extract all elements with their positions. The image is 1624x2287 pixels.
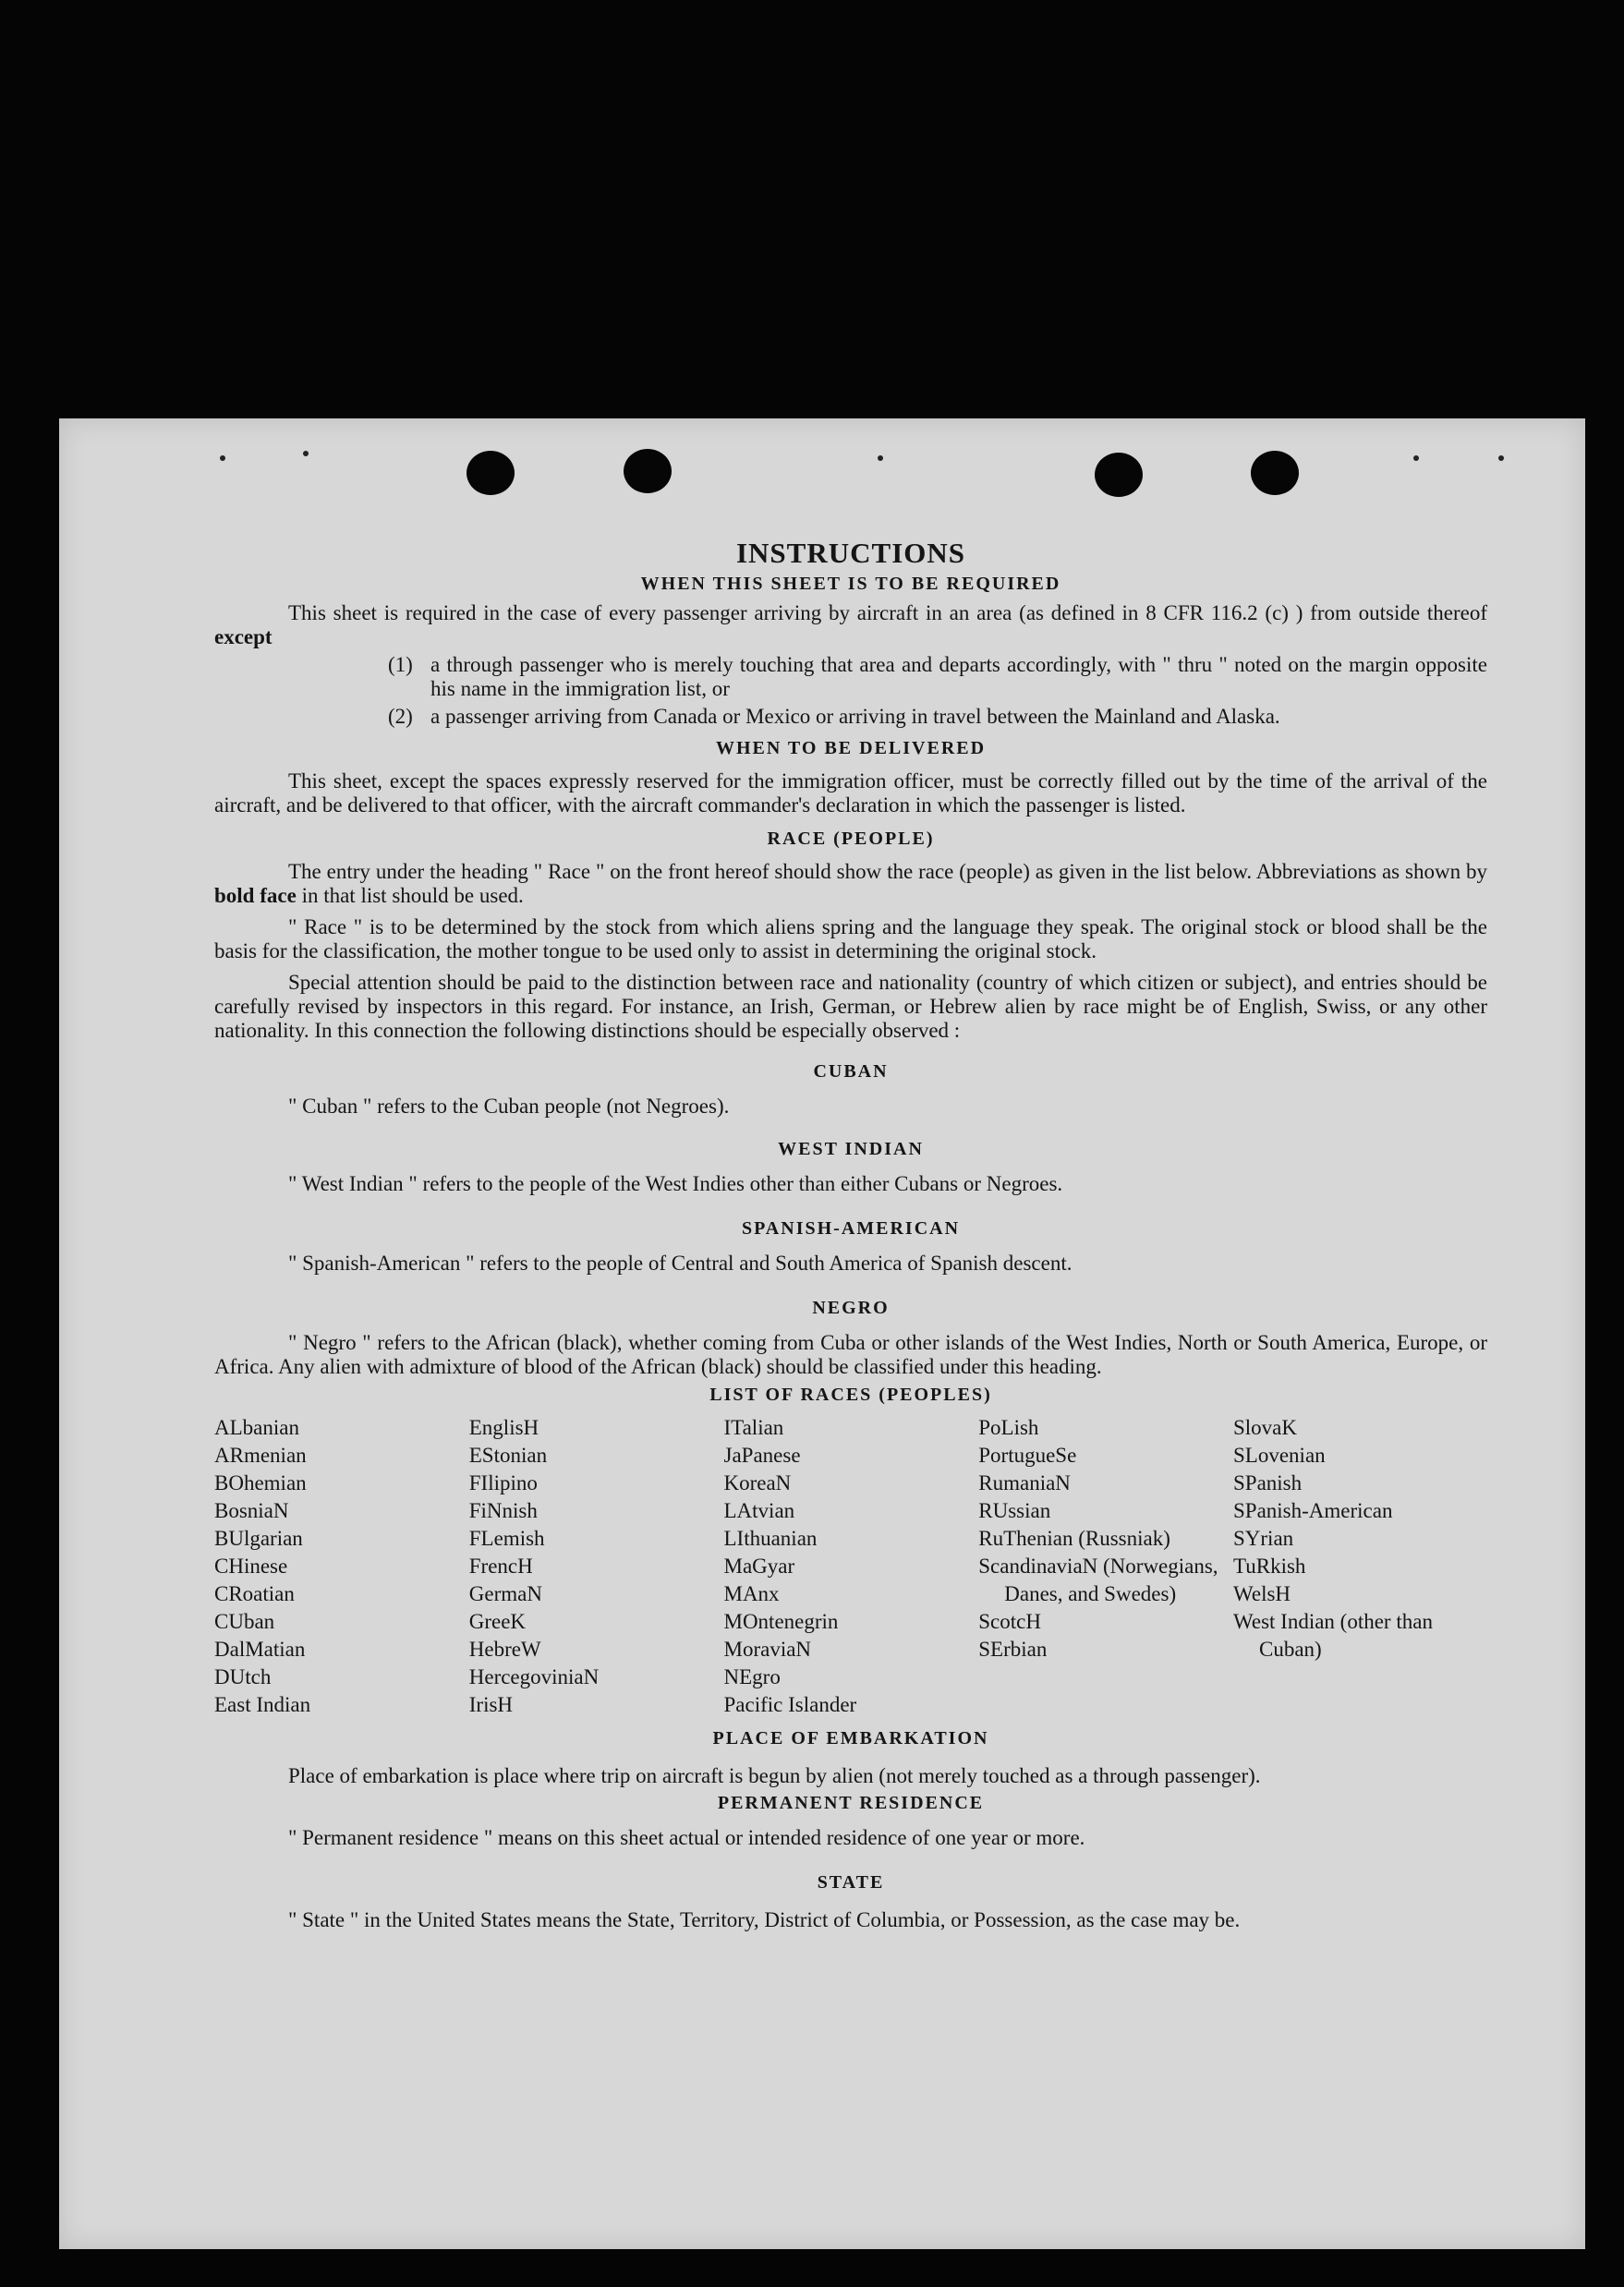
section-heading: WEST INDIAN bbox=[778, 1139, 924, 1159]
speck bbox=[1498, 455, 1504, 461]
races-column bbox=[724, 1414, 978, 1719]
item-text: a passenger arriving from Canada or Mexico or arriving in travel between the Mainland and Alaska. bbox=[430, 705, 1280, 728]
section-heading: PLACE OF EMBARKATION bbox=[712, 1728, 989, 1749]
section-heading: PERMANENT RESIDENCE bbox=[717, 1793, 985, 1813]
race-item: SlovaK bbox=[1233, 1416, 1297, 1439]
race-item: KoreaN bbox=[723, 1471, 792, 1494]
paragraph: This sheet, except the spaces expressly reserved for the immigration officer, must be correctly filled out by the time of the arrival of the aircraft, and be delivered to that officer, with the aircraft commander's declaration in which the passenger is listed. bbox=[214, 769, 1487, 817]
punch-hole bbox=[467, 451, 515, 495]
speck bbox=[878, 455, 883, 461]
race-item: RuThenian (Russniak) bbox=[978, 1527, 1170, 1550]
race-item: ALbanian bbox=[214, 1416, 299, 1439]
paragraph: " West Indian " refers to the people of the West Indies other than either Cubans or Negroes. bbox=[288, 1172, 1063, 1195]
race-item: MaGyar bbox=[723, 1555, 795, 1578]
race-item: SYrian bbox=[1233, 1527, 1294, 1550]
race-item: BosniaN bbox=[214, 1499, 289, 1522]
race-item: FrencH bbox=[468, 1555, 533, 1578]
paragraph: " Negro " refers to the African (black), whether coming from Cuba or other islands of the West Indies, North or South America, Europe, or Africa. Any alien with admixture of blood of the African (black) should be classified under this heading. bbox=[214, 1331, 1487, 1378]
race-item: MoraviaN bbox=[723, 1638, 812, 1661]
section-heading: STATE bbox=[817, 1872, 885, 1893]
punch-hole bbox=[1095, 453, 1143, 497]
races-column bbox=[469, 1414, 723, 1719]
race-item: ITalian bbox=[723, 1416, 784, 1439]
race-item: CUban bbox=[214, 1610, 275, 1633]
race-item: ScotcH bbox=[978, 1610, 1041, 1633]
race-item: FIlipino bbox=[468, 1471, 538, 1494]
paragraph: " State " in the United States means the State, Territory, District of Columbia, or Possession, as the case may be. bbox=[288, 1908, 1241, 1931]
page-title: INSTRUCTIONS bbox=[735, 537, 965, 569]
race-item: HebreW bbox=[468, 1638, 541, 1661]
race-item: BUlgarian bbox=[214, 1527, 303, 1550]
paragraph: " Permanent residence " means on this sheet actual or intended residence of one year or more. bbox=[288, 1826, 1085, 1849]
document-sheet bbox=[59, 418, 1585, 2249]
paragraph: " Spanish-American " refers to the people of Central and South America of Spanish descent. bbox=[288, 1252, 1073, 1275]
paragraph bbox=[214, 860, 1487, 908]
race-item: FLemish bbox=[468, 1527, 545, 1550]
speck bbox=[303, 451, 309, 456]
race-item: LIthuanian bbox=[723, 1527, 818, 1550]
section-heading: NEGRO bbox=[812, 1298, 890, 1318]
list-item bbox=[214, 653, 1487, 701]
races-column bbox=[1233, 1414, 1487, 1719]
speck bbox=[220, 455, 225, 461]
race-item: GreeK bbox=[468, 1610, 527, 1633]
races-heading: LIST OF RACES (PEOPLES) bbox=[709, 1385, 992, 1405]
race-item: EStonian bbox=[468, 1444, 548, 1467]
race-item: SPanish-American bbox=[1233, 1499, 1393, 1522]
section-heading: SPANISH-AMERICAN bbox=[741, 1218, 961, 1239]
race-item: LAtvian bbox=[723, 1499, 795, 1522]
section-heading: WHEN TO BE DELIVERED bbox=[715, 738, 987, 758]
paragraph-text: in that list should be used. bbox=[301, 884, 524, 907]
item-number: (1) bbox=[388, 653, 413, 676]
race-item: ARmenian bbox=[214, 1444, 307, 1467]
paragraph bbox=[214, 601, 1487, 649]
race-item: FiNnish bbox=[468, 1499, 538, 1522]
item-number: (2) bbox=[388, 705, 413, 728]
paragraph: Place of embarkation is place where trip on aircraft is begun by alien (not merely touched as a through passenger). bbox=[288, 1764, 1261, 1787]
item-text: a through passenger who is merely touching that area and departs accordingly, with " thru " noted on the margin opposite his name in the immigration list, or bbox=[430, 653, 1487, 700]
race-item: MOntenegrin bbox=[723, 1610, 839, 1633]
paragraph: " Cuban " refers to the Cuban people (not Negroes). bbox=[288, 1095, 730, 1118]
race-item: Pacific Islander bbox=[723, 1693, 857, 1716]
race-item: West Indian (other than Cuban) bbox=[1233, 1610, 1433, 1661]
race-item: CRoatian bbox=[214, 1582, 295, 1605]
race-item: DUtch bbox=[214, 1665, 272, 1688]
section-heading: CUBAN bbox=[813, 1061, 889, 1082]
race-item: East Indian bbox=[214, 1693, 311, 1716]
section-heading: WHEN THIS SHEET IS TO BE REQUIRED bbox=[640, 574, 1061, 594]
race-item: TuRkish bbox=[1233, 1555, 1306, 1578]
race-item: SLovenian bbox=[1233, 1444, 1326, 1467]
instructions-content bbox=[214, 535, 1487, 1935]
paragraph: Special attention should be paid to the distinction between race and nationality (country of which citizen or subject), and entries should be carefully revised by inspectors in this regard. For instance, an Irish, German, or Hebrew alien by race might be of English, Swiss, or any other nationality. In this connection the following distinctions should be especially observed : bbox=[214, 971, 1487, 1042]
races-column bbox=[978, 1414, 1232, 1719]
race-item: PoLish bbox=[978, 1416, 1039, 1439]
punch-hole bbox=[1251, 451, 1299, 495]
bold-text: except bbox=[214, 625, 273, 648]
race-item: NEgro bbox=[723, 1665, 781, 1688]
speck bbox=[1413, 455, 1419, 461]
race-item: SPanish bbox=[1233, 1471, 1303, 1494]
race-item: HercegoviniaN bbox=[468, 1665, 600, 1688]
race-item: GermaN bbox=[468, 1582, 542, 1605]
punch-hole bbox=[624, 449, 672, 493]
race-item: IrisH bbox=[468, 1693, 514, 1716]
bold-text: bold face bbox=[214, 884, 297, 907]
race-item: ScandinaviaN (Norwegians, Danes, and Swedes) bbox=[978, 1555, 1218, 1605]
race-item: CHinese bbox=[214, 1555, 288, 1578]
section-heading: RACE (PEOPLE) bbox=[767, 829, 935, 849]
race-item: SErbian bbox=[978, 1638, 1048, 1661]
race-item: DalMatian bbox=[214, 1638, 306, 1661]
race-item: RUssian bbox=[978, 1499, 1051, 1522]
list-item bbox=[214, 705, 1487, 729]
paragraph-text: This sheet is required in the case of every passenger arriving by aircraft in an area (as defined in 8 CFR 116.2 (c) ) from outside thereof bbox=[288, 601, 1487, 624]
race-item: JaPanese bbox=[723, 1444, 801, 1467]
race-item: MAnx bbox=[723, 1582, 780, 1605]
race-item: WelsH bbox=[1233, 1582, 1291, 1605]
races-list bbox=[214, 1414, 1487, 1719]
paragraph: " Race " is to be determined by the stock from which aliens spring and the language they speak. The original stock or blood shall be the basis for the classification, the mother tongue to be used only to assist in determining the original stock. bbox=[214, 915, 1487, 962]
race-item: BOhemian bbox=[214, 1471, 307, 1494]
paragraph-text: The entry under the heading " Race " on the front hereof should show the race (people) as given in the list below. Abbreviations as shown by bbox=[288, 860, 1487, 883]
race-item: EnglisH bbox=[468, 1416, 539, 1439]
race-item: RumaniaN bbox=[978, 1471, 1071, 1494]
race-item: PortugueSe bbox=[978, 1444, 1077, 1467]
races-column bbox=[214, 1414, 468, 1719]
